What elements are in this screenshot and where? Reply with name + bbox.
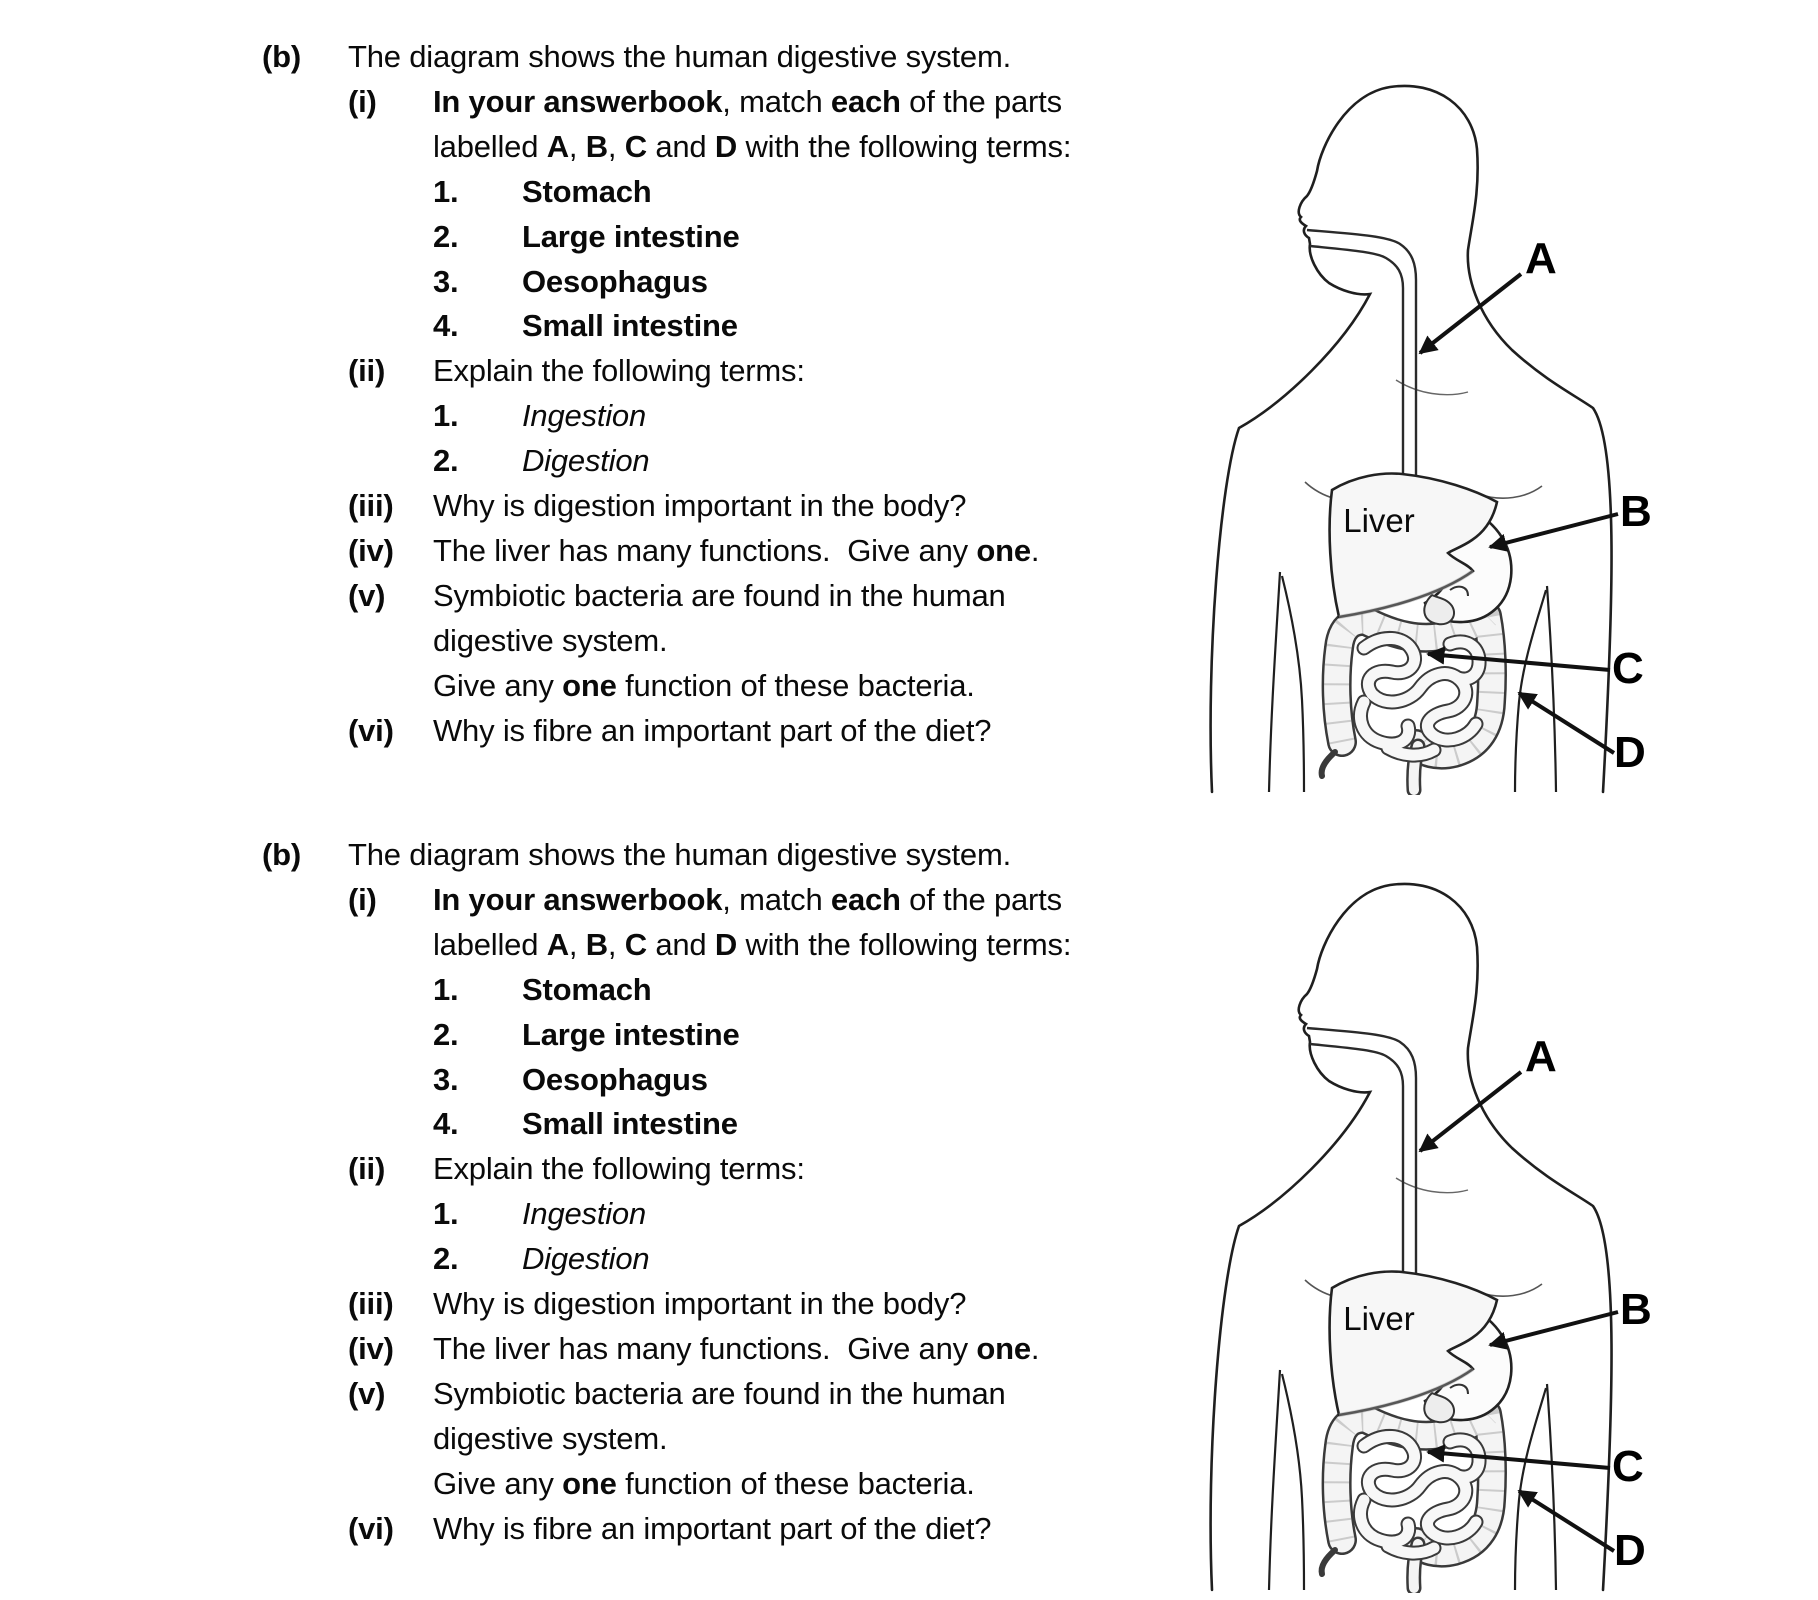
- item-ii-line: (ii) Explain the following terms:: [262, 1147, 1162, 1192]
- digestive-diagram-2: [1150, 848, 1710, 1593]
- item-v-marker: (v): [348, 577, 386, 613]
- item-iii-marker: (iii): [348, 1286, 394, 1322]
- item-i-cont-line: [262, 125, 1162, 170]
- item-v-line: (v) Symbiotic bacteria are found in the human: [262, 1372, 1162, 1417]
- question-block-1: [262, 35, 1162, 754]
- question-block-2: [262, 833, 1162, 1552]
- item-i-marker: (i): [348, 83, 377, 119]
- item-iv-line: (iv) The liver has many functions. Give any one.: [262, 529, 1162, 574]
- item-v-cont-line: Give any one function of these bacteria.: [433, 667, 975, 703]
- item-i-text: In your answerbook, match each of the parts: [433, 881, 1062, 917]
- term-line: 3. Oesophagus: [433, 263, 708, 299]
- item-i-line: [262, 878, 1162, 923]
- intro-text: The diagram shows the human digestive system.: [348, 837, 1011, 872]
- term-line: 2. Large intestine: [433, 218, 740, 254]
- item-ii-marker: (ii): [348, 353, 386, 389]
- item-vi-line: (vi) Why is fibre an important part of the diet?: [262, 709, 1162, 754]
- term-line: 4. Small intestine: [433, 1106, 738, 1142]
- term-line: 3. Oesophagus: [433, 1061, 708, 1097]
- item-i-cont-text: labelled A, B, C and D with the following terms:: [433, 926, 1072, 962]
- item-v-marker: (v): [348, 1375, 386, 1411]
- term-line: 2. Digestion: [433, 443, 650, 479]
- digestive-diagram-1: [1150, 50, 1710, 795]
- item-iii-marker: (iii): [348, 488, 394, 524]
- item-i-cont-line: [262, 923, 1162, 968]
- item-v-cont-line: digestive system.: [433, 622, 668, 658]
- term-line: 1. Stomach: [433, 971, 652, 1007]
- intro-text: The diagram shows the human digestive system.: [348, 39, 1011, 74]
- item-vi-line: (vi) Why is fibre an important part of the diet?: [262, 1507, 1162, 1552]
- part-marker: (b): [262, 837, 301, 872]
- item-iii-line: (iii) Why is digestion important in the body?: [262, 1282, 1162, 1327]
- term-line: 1. Ingestion: [433, 398, 647, 434]
- item-i-line: [262, 80, 1162, 125]
- intro-line: [262, 35, 1162, 80]
- item-i-marker: (i): [348, 881, 377, 917]
- item-v-cont-line: digestive system.: [433, 1420, 668, 1456]
- term-line: 1. Stomach: [433, 173, 652, 209]
- item-ii-line: (ii) Explain the following terms:: [262, 349, 1162, 394]
- term-line: 4. Small intestine: [433, 308, 738, 344]
- intro-line: [262, 833, 1162, 878]
- part-marker: (b): [262, 39, 301, 74]
- term-line: 1. Ingestion: [433, 1196, 647, 1232]
- item-i-text: In your answerbook, match each of the parts: [433, 83, 1062, 119]
- item-i-cont-text: labelled A, B, C and D with the following terms:: [433, 128, 1072, 164]
- item-iv-line: (iv) The liver has many functions. Give any one.: [262, 1327, 1162, 1372]
- item-iv-marker: (iv): [348, 1330, 394, 1366]
- term-line: 2. Large intestine: [433, 1016, 740, 1052]
- item-iii-line: (iii) Why is digestion important in the body?: [262, 484, 1162, 529]
- item-v-line: (v) Symbiotic bacteria are found in the human: [262, 574, 1162, 619]
- item-iv-marker: (iv): [348, 532, 394, 568]
- term-line: 2. Digestion: [433, 1241, 650, 1277]
- item-ii-marker: (ii): [348, 1151, 386, 1187]
- item-vi-marker: (vi): [348, 1510, 394, 1546]
- item-vi-marker: (vi): [348, 712, 394, 748]
- item-v-cont-line: Give any one function of these bacteria.: [433, 1465, 975, 1501]
